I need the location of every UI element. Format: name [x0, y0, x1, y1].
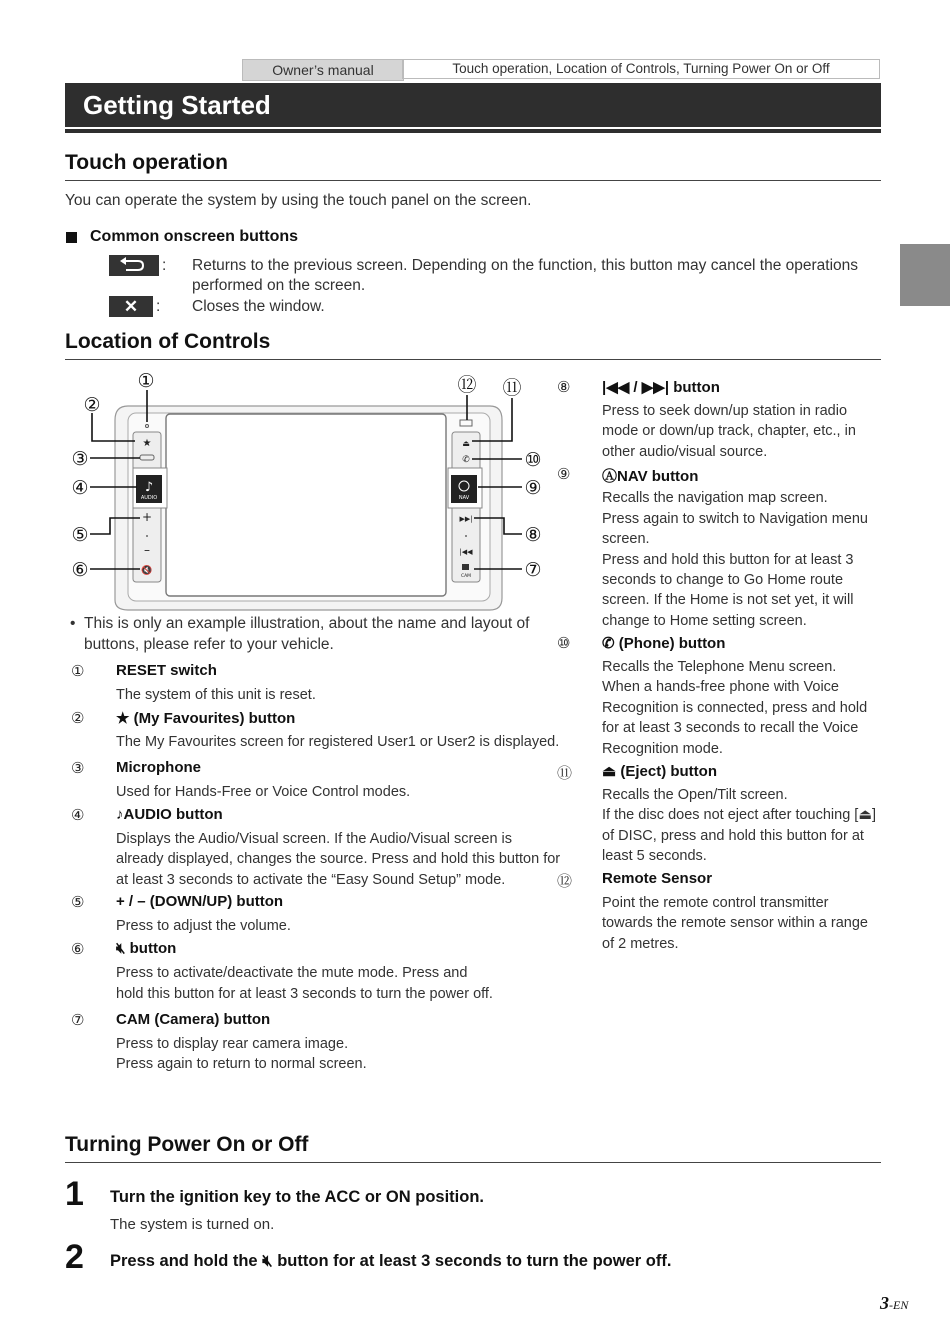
audio-button-label: AUDIO [140, 495, 158, 501]
item-text: screen. If the Home is not set yet, it will [602, 592, 854, 608]
svg-text:✆: ✆ [462, 455, 470, 465]
item-text: Press and hold this button for at least 3 [602, 552, 854, 568]
item-text: If the disc does not eject after touching [⏏] [602, 807, 877, 823]
item-text: already displayed, changes the source. Press and hold this button for [116, 851, 561, 867]
item-text: least 5 seconds. [602, 848, 707, 864]
item-title-nav: ⒶNAV button [602, 468, 699, 485]
callout-12: ⑫ [457, 374, 477, 396]
item-text: towards the remote sensor within a range [602, 915, 868, 931]
mute-icon: 🔇︎ [262, 1252, 273, 1270]
step-number: 1 [65, 1175, 84, 1213]
item-text: Recalls the Telephone Menu screen. [602, 659, 837, 675]
item-number: ⑨ [557, 466, 571, 483]
back-button-icon [109, 255, 159, 276]
callout-11: ⑪ [502, 377, 522, 399]
item-text: The system of this unit is reset. [116, 687, 316, 703]
item-text: of 2 metres. [602, 936, 679, 952]
item-title-microphone: Microphone [116, 759, 201, 776]
svg-text:▶▶|: ▶▶| [459, 515, 473, 523]
colon: : [156, 298, 161, 315]
item-text: of DISC, press and hold this button for at [602, 828, 864, 844]
location-controls-heading: Location of Controls [65, 330, 271, 353]
item-text: Press to seek down/up station in radio [602, 403, 848, 419]
item-text: other audio/visual source. [602, 444, 768, 460]
item-number: ⑪ [557, 765, 573, 782]
note-bullet: • [70, 615, 76, 632]
item-number: ⑫ [557, 873, 573, 890]
touch-intro: You can operate the system by using the touch panel on the screen. [65, 192, 532, 209]
item-text: Press again to return to normal screen. [116, 1056, 367, 1072]
item-text: at least 3 seconds to activate the “Easy Sound Setup” mode. [116, 872, 506, 888]
common-buttons-heading: Common onscreen buttons [90, 228, 299, 245]
close-button-desc: Closes the window. [192, 298, 325, 315]
item-text: Recognition is connected, press and hold [602, 700, 868, 716]
item-number: ③ [71, 760, 85, 777]
power-heading: Turning Power On or Off [65, 1133, 309, 1156]
mute-icon: 🔇︎ [116, 940, 130, 957]
svg-text:🔇: 🔇 [141, 566, 153, 576]
item-text: seconds to change to Go Home route [602, 572, 844, 588]
callout-4: ④ [71, 477, 89, 499]
section-rule [65, 1162, 881, 1163]
item-text: change to Home setting screen. [602, 613, 807, 629]
item-number: ② [71, 710, 85, 727]
svg-text:–: – [144, 543, 150, 557]
callout-9: ⑨ [524, 477, 542, 499]
chapter-banner: Getting Started [65, 83, 881, 127]
item-text: Point the remote control transmitter [602, 895, 829, 911]
item-number: ⑤ [71, 894, 85, 911]
header-manual-tab: Owner’s manual [242, 59, 404, 81]
step-text: The system is turned on. [110, 1216, 275, 1233]
skip-back-skip-forward-icon: |◀◀ / ▶▶| [602, 379, 674, 396]
banner-rule [65, 129, 881, 133]
item-text: When a hands-free phone with Voice [602, 679, 839, 695]
callout-8: ⑧ [524, 524, 542, 546]
svg-text:+: + [141, 510, 153, 524]
item-title-audio: ♪AUDIO button [116, 806, 223, 823]
chapter-side-tab [900, 244, 950, 306]
item-text: Recalls the navigation map screen. [602, 490, 828, 506]
svg-text:♪: ♪ [144, 480, 154, 495]
square-bullet-icon [66, 232, 77, 243]
callout-10: ⑩ [524, 449, 542, 471]
callout-5: ⑤ [71, 524, 89, 546]
nav-button-label: NAV [458, 495, 470, 501]
eject-icon: ⏏ [602, 763, 621, 780]
header-section-tab: Touch operation, Location of Controls, Turning Power On or Off [402, 59, 880, 79]
item-number: ⑩ [557, 635, 571, 652]
nav-compass-icon: Ⓐ [602, 468, 618, 485]
note-line-1: This is only an example illustration, about the name and layout of [84, 615, 530, 632]
item-text: mode or down/up track, chapter, etc., in [602, 423, 856, 439]
item-text: Used for Hands-Free or Voice Control modes. [116, 784, 411, 800]
item-title-eject: ⏏ (Eject) button [602, 763, 717, 780]
touch-operation-heading: Touch operation [65, 151, 228, 174]
item-text: screen. [602, 531, 650, 547]
item-title-seek: |◀◀ / ▶▶| button [602, 379, 720, 396]
music-note-icon: ♪ [116, 806, 124, 823]
callout-6: ⑥ [71, 559, 89, 581]
item-text: for at least 3 seconds to recall the Voice [602, 720, 859, 736]
item-title-phone: ✆ (Phone) button [602, 635, 726, 652]
item-number: ⑥ [71, 941, 85, 958]
colon: : [162, 257, 167, 274]
callout-1: ① [137, 370, 155, 392]
item-text: Press to display rear camera image. [116, 1036, 349, 1052]
item-title-reset: RESET switch [116, 662, 217, 679]
svg-text:★: ★ [142, 438, 152, 449]
item-number: ⑧ [557, 379, 571, 396]
item-title-volume: + / – (DOWN/UP) button [116, 893, 284, 910]
item-text: hold this button for at least 3 seconds to turn the power off. [116, 986, 493, 1002]
callout-7: ⑦ [524, 559, 542, 581]
phone-icon: ✆ [602, 635, 619, 652]
step-title: Press and hold the 🔇︎ button for at least 3 seconds to turn the power off. [110, 1252, 672, 1270]
item-text: Recognition mode. [602, 741, 723, 757]
callout-2: ② [83, 394, 101, 416]
cam-button-label: CAM [460, 574, 472, 579]
step-title: Turn the ignition key to the ACC or ON position. [110, 1188, 484, 1206]
item-text: Recalls the Open/Tilt screen. [602, 787, 788, 803]
item-text: Press to activate/deactivate the mute mode. Press and [116, 965, 468, 981]
star-icon: ★ [116, 710, 134, 727]
close-button-icon: ✕ [109, 296, 153, 317]
item-number: ① [71, 663, 85, 680]
svg-text:|◀◀: |◀◀ [459, 548, 473, 556]
step-number: 2 [65, 1238, 84, 1276]
item-text: The My Favourites screen for registered User1 or User2 is displayed. [116, 734, 560, 750]
section-rule [65, 180, 881, 181]
item-title-mute: 🔇︎ button [116, 940, 177, 957]
page-number: 3-EN [880, 1293, 909, 1313]
item-text: Press to adjust the volume. [116, 918, 291, 934]
back-button-desc-1: Returns to the previous screen. Depending on the function, this button may cancel the operations [192, 257, 859, 274]
item-title-cam: CAM (Camera) button [116, 1011, 271, 1028]
callout-3: ③ [71, 448, 89, 470]
item-title-favourites: ★ (My Favourites) button [116, 710, 296, 727]
unit-illustration [60, 368, 560, 613]
item-text: Displays the Audio/Visual screen. If the Audio/Visual screen is [116, 831, 513, 847]
item-number: ⑦ [71, 1012, 85, 1029]
item-title-remote-sensor: Remote Sensor [602, 870, 713, 887]
note-line-2: buttons, please refer to your vehicle. [84, 636, 334, 653]
item-number: ④ [71, 807, 85, 824]
section-rule [65, 359, 881, 360]
item-text: Press again to switch to Navigation menu [602, 511, 868, 527]
back-button-desc-2: performed on the screen. [192, 277, 366, 294]
svg-text:⏏: ⏏ [462, 439, 470, 448]
